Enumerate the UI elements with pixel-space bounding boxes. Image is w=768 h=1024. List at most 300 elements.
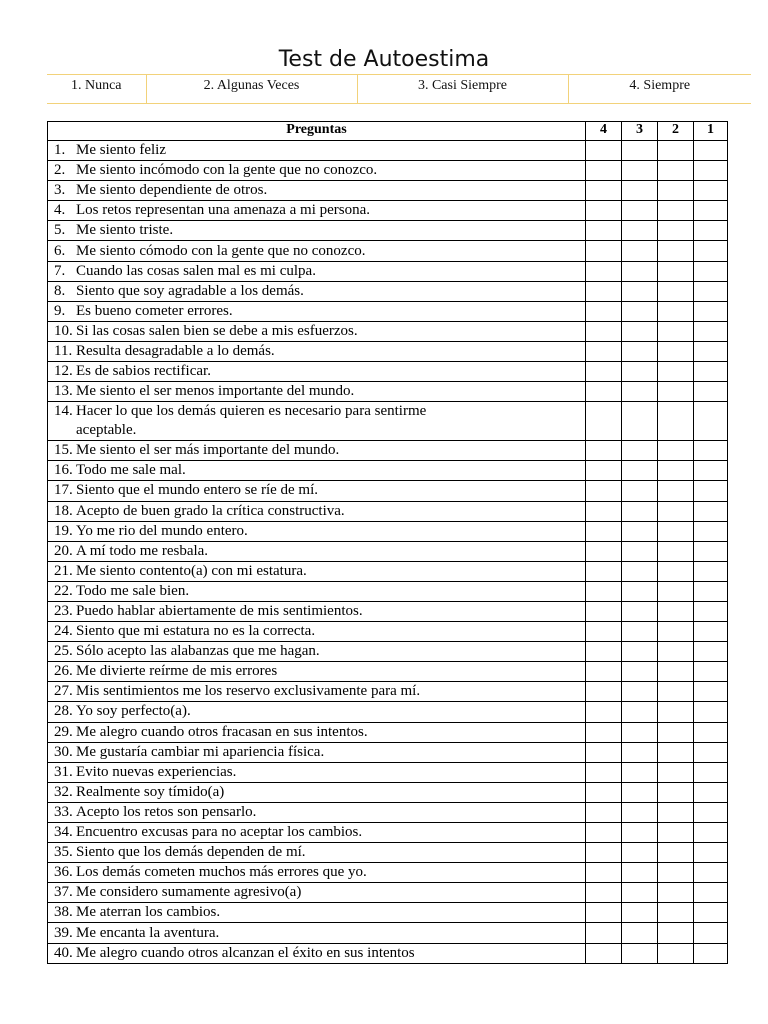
table-row (48, 943, 728, 963)
answer-cell-3[interactable] (622, 823, 658, 843)
question-number: 12. (54, 363, 73, 380)
question-cell (48, 702, 586, 722)
answer-cell-1[interactable] (694, 402, 728, 441)
question-cell (48, 601, 586, 621)
question-text: Cuando las cosas salen mal es mi culpa. (76, 262, 316, 279)
answer-cell-3[interactable] (622, 181, 658, 201)
question-number: 2. (54, 162, 66, 179)
answer-cell-4[interactable] (586, 301, 622, 321)
answer-cell-3[interactable] (622, 843, 658, 863)
question-cell (48, 281, 586, 301)
answer-cell-3[interactable] (622, 481, 658, 501)
question-number: 19. (54, 522, 73, 539)
answer-cell-4[interactable] (586, 722, 622, 742)
question-number: 7. (54, 262, 66, 279)
question-number: 15. (54, 442, 73, 459)
answer-cell-1[interactable] (694, 461, 728, 481)
table-row (48, 561, 728, 581)
table-row (48, 601, 728, 621)
answer-cell-4[interactable] (586, 823, 622, 843)
answer-cell-1[interactable] (694, 581, 728, 601)
question-number: 35. (54, 844, 73, 861)
column-header-2: 2 (658, 122, 694, 141)
question-cell (48, 141, 586, 161)
question-cell (48, 321, 586, 341)
table-row (48, 241, 728, 261)
answer-cell-2[interactable] (658, 843, 694, 863)
table-row (48, 141, 728, 161)
answer-cell-2[interactable] (658, 501, 694, 521)
question-cell (48, 382, 586, 402)
question-number: 36. (54, 864, 73, 881)
question-text: Me siento cómodo con la gente que no conozco. (76, 242, 366, 259)
question-number: 40. (54, 944, 73, 961)
question-number: 20. (54, 542, 73, 559)
answer-cell-4[interactable] (586, 181, 622, 201)
question-text: Me siento feliz (76, 142, 166, 159)
question-cell (48, 561, 586, 581)
question-number: 29. (54, 723, 73, 740)
answer-cell-2[interactable] (658, 141, 694, 161)
question-cell (48, 802, 586, 822)
question-number: 25. (54, 643, 73, 660)
question-text: Es bueno cometer errores. (76, 302, 233, 319)
answer-cell-4[interactable] (586, 281, 622, 301)
question-text: Me considero sumamente agresivo(a) (76, 884, 302, 901)
answer-cell-2[interactable] (658, 301, 694, 321)
question-number: 39. (54, 924, 73, 941)
question-text: Siento que mi estatura no es la correcta. (76, 623, 316, 640)
answer-cell-1[interactable] (694, 782, 728, 802)
question-cell (48, 261, 586, 281)
question-number: 27. (54, 683, 73, 700)
answer-cell-4[interactable] (586, 642, 622, 662)
answer-cell-2[interactable] (658, 161, 694, 181)
question-text: Me alegro cuando otros fracasan en sus intentos. (76, 723, 368, 740)
answer-cell-3[interactable] (622, 642, 658, 662)
scale-option-casi-siempre: 3. Casi Siempre (357, 75, 568, 104)
answer-cell-2[interactable] (658, 782, 694, 802)
table-row (48, 501, 728, 521)
answer-cell-2[interactable] (658, 722, 694, 742)
answer-cell-2[interactable] (658, 601, 694, 621)
answer-cell-3[interactable] (622, 541, 658, 561)
table-row (48, 321, 728, 341)
answer-cell-1[interactable] (694, 943, 728, 963)
question-text: Es de sabios rectificar. (76, 363, 211, 380)
question-text: Siento que soy agradable a los demás. (76, 282, 304, 299)
answer-cell-1[interactable] (694, 441, 728, 461)
answer-cell-3[interactable] (622, 863, 658, 883)
answer-cell-4[interactable] (586, 461, 622, 481)
question-text: Puedo hablar abiertamente de mis sentimientos. (76, 603, 363, 620)
answer-cell-1[interactable] (694, 642, 728, 662)
answer-cell-2[interactable] (658, 762, 694, 782)
table-row (48, 722, 728, 742)
answer-cell-1[interactable] (694, 521, 728, 541)
table-row (48, 181, 728, 201)
answer-cell-4[interactable] (586, 662, 622, 682)
question-text: Yo me rio del mundo entero. (76, 522, 248, 539)
answer-cell-3[interactable] (622, 581, 658, 601)
question-text: Resulta desagradable a lo demás. (76, 342, 275, 359)
question-number: 38. (54, 904, 73, 921)
answer-cell-3[interactable] (622, 402, 658, 441)
questions-table (47, 121, 728, 964)
question-text: Yo soy perfecto(a). (76, 703, 191, 720)
question-text: Me divierte reírme de mis errores (76, 663, 278, 680)
answer-cell-4[interactable] (586, 521, 622, 541)
question-text: Los demás cometen muchos más errores que yo. (76, 864, 367, 881)
answer-cell-4[interactable] (586, 702, 622, 722)
table-row (48, 541, 728, 561)
question-number: 4. (54, 202, 66, 219)
question-number: 13. (54, 383, 73, 400)
table-row (48, 762, 728, 782)
question-cell (48, 301, 586, 321)
question-cell (48, 863, 586, 883)
table-row (48, 903, 728, 923)
answer-cell-3[interactable] (622, 161, 658, 181)
answer-cell-3[interactable] (622, 141, 658, 161)
answer-cell-3[interactable] (622, 601, 658, 621)
answer-cell-1[interactable] (694, 201, 728, 221)
question-cell (48, 501, 586, 521)
answer-cell-1[interactable] (694, 903, 728, 923)
question-number: 22. (54, 582, 73, 599)
answer-cell-2[interactable] (658, 561, 694, 581)
answer-cell-4[interactable] (586, 943, 622, 963)
answer-cell-2[interactable] (658, 341, 694, 361)
answer-cell-4[interactable] (586, 481, 622, 501)
answer-cell-2[interactable] (658, 923, 694, 943)
answer-cell-4[interactable] (586, 883, 622, 903)
question-text: Hacer lo que los demás quieren es necesario para sentirme (76, 403, 427, 420)
answer-cell-3[interactable] (622, 281, 658, 301)
question-number: 24. (54, 623, 73, 640)
answer-cell-3[interactable] (622, 943, 658, 963)
answer-cell-4[interactable] (586, 682, 622, 702)
answer-cell-4[interactable] (586, 561, 622, 581)
answer-cell-1[interactable] (694, 181, 728, 201)
answer-cell-2[interactable] (658, 261, 694, 281)
answer-cell-4[interactable] (586, 362, 622, 382)
answer-cell-4[interactable] (586, 321, 622, 341)
answer-cell-4[interactable] (586, 843, 622, 863)
answer-cell-1[interactable] (694, 161, 728, 181)
table-row (48, 843, 728, 863)
answer-cell-1[interactable] (694, 923, 728, 943)
answer-cell-3[interactable] (622, 722, 658, 742)
answer-cell-2[interactable] (658, 943, 694, 963)
question-text: Me siento incómodo con la gente que no conozco. (76, 162, 378, 179)
question-number: 16. (54, 462, 73, 479)
table-row (48, 682, 728, 702)
answer-cell-3[interactable] (622, 923, 658, 943)
table-row (48, 782, 728, 802)
answer-cell-4[interactable] (586, 541, 622, 561)
answer-cell-2[interactable] (658, 541, 694, 561)
answer-cell-1[interactable] (694, 541, 728, 561)
answer-cell-3[interactable] (622, 241, 658, 261)
answer-cell-1[interactable] (694, 802, 728, 822)
answer-cell-1[interactable] (694, 662, 728, 682)
table-row (48, 281, 728, 301)
question-text: Me gustaría cambiar mi apariencia física. (76, 743, 325, 760)
question-cell (48, 541, 586, 561)
answer-cell-3[interactable] (622, 382, 658, 402)
question-text: Sólo acepto las alabanzas que me hagan. (76, 643, 320, 660)
table-row (48, 883, 728, 903)
answer-cell-1[interactable] (694, 241, 728, 261)
answer-cell-2[interactable] (658, 883, 694, 903)
question-number: 5. (54, 222, 66, 239)
answer-cell-1[interactable] (694, 141, 728, 161)
answer-cell-2[interactable] (658, 481, 694, 501)
table-row (48, 622, 728, 642)
answer-cell-4[interactable] (586, 341, 622, 361)
answer-cell-3[interactable] (622, 201, 658, 221)
answer-cell-3[interactable] (622, 561, 658, 581)
question-text: Me siento el ser más importante del mundo. (76, 442, 340, 459)
answer-cell-2[interactable] (658, 181, 694, 201)
answer-cell-1[interactable] (694, 823, 728, 843)
answer-cell-1[interactable] (694, 301, 728, 321)
answer-cell-4[interactable] (586, 441, 622, 461)
answer-cell-1[interactable] (694, 762, 728, 782)
table-row (48, 481, 728, 501)
question-text: Todo me sale mal. (76, 462, 186, 479)
answer-cell-1[interactable] (694, 863, 728, 883)
answer-cell-4[interactable] (586, 382, 622, 402)
table-row (48, 461, 728, 481)
answer-cell-1[interactable] (694, 622, 728, 642)
answer-cell-2[interactable] (658, 521, 694, 541)
answer-cell-3[interactable] (622, 802, 658, 822)
rating-scale (47, 74, 751, 104)
answer-cell-1[interactable] (694, 362, 728, 382)
answer-cell-1[interactable] (694, 702, 728, 722)
question-number: 30. (54, 743, 73, 760)
answer-cell-3[interactable] (622, 362, 658, 382)
answer-cell-1[interactable] (694, 221, 728, 241)
answer-cell-4[interactable] (586, 742, 622, 762)
answer-cell-4[interactable] (586, 402, 622, 441)
question-text: Me siento dependiente de otros. (76, 182, 268, 199)
question-cell (48, 201, 586, 221)
questions-body (48, 141, 728, 964)
answer-cell-2[interactable] (658, 742, 694, 762)
answer-cell-2[interactable] (658, 642, 694, 662)
answer-cell-1[interactable] (694, 682, 728, 702)
answer-cell-4[interactable] (586, 762, 622, 782)
answer-cell-2[interactable] (658, 321, 694, 341)
answer-cell-1[interactable] (694, 321, 728, 341)
answer-cell-3[interactable] (622, 441, 658, 461)
question-number: 11. (54, 342, 73, 359)
table-row (48, 382, 728, 402)
answer-cell-4[interactable] (586, 802, 622, 822)
question-cell (48, 923, 586, 943)
question-number: 9. (54, 302, 66, 319)
answer-cell-4[interactable] (586, 923, 622, 943)
answer-cell-2[interactable] (658, 622, 694, 642)
question-text: Si las cosas salen bien se debe a mis esfuerzos. (76, 322, 358, 339)
answer-cell-3[interactable] (622, 662, 658, 682)
answer-cell-1[interactable] (694, 481, 728, 501)
answer-cell-4[interactable] (586, 261, 622, 281)
question-text: Siento que los demás dependen de mí. (76, 844, 306, 861)
answer-cell-4[interactable] (586, 782, 622, 802)
answer-cell-2[interactable] (658, 201, 694, 221)
question-cell (48, 722, 586, 742)
answer-cell-3[interactable] (622, 501, 658, 521)
answer-cell-1[interactable] (694, 382, 728, 402)
table-row (48, 362, 728, 382)
table-row (48, 261, 728, 281)
question-cell (48, 682, 586, 702)
question-cell (48, 221, 586, 241)
answer-cell-4[interactable] (586, 903, 622, 923)
question-number: 14. (54, 403, 73, 420)
question-number: 37. (54, 884, 73, 901)
question-text: A mí todo me resbala. (76, 542, 209, 559)
question-text: Mis sentimientos me los reservo exclusivamente para mí. (76, 683, 421, 700)
answer-cell-1[interactable] (694, 261, 728, 281)
answer-cell-3[interactable] (622, 782, 658, 802)
answer-cell-1[interactable] (694, 561, 728, 581)
question-text: Encuentro excusas para no aceptar los cambios. (76, 824, 363, 841)
question-text: Me siento el ser menos importante del mundo. (76, 383, 355, 400)
answer-cell-1[interactable] (694, 883, 728, 903)
question-number: 31. (54, 763, 73, 780)
answer-cell-3[interactable] (622, 883, 658, 903)
question-text-continued: aceptable. (76, 422, 137, 439)
column-header-preguntas: Preguntas (48, 122, 586, 141)
answer-cell-2[interactable] (658, 702, 694, 722)
answer-cell-3[interactable] (622, 762, 658, 782)
answer-cell-4[interactable] (586, 161, 622, 181)
question-cell (48, 441, 586, 461)
question-cell (48, 362, 586, 382)
answer-cell-3[interactable] (622, 461, 658, 481)
question-number: 6. (54, 242, 66, 259)
answer-cell-4[interactable] (586, 622, 622, 642)
answer-cell-2[interactable] (658, 402, 694, 441)
answer-cell-2[interactable] (658, 823, 694, 843)
table-row (48, 581, 728, 601)
answer-cell-3[interactable] (622, 903, 658, 923)
answer-cell-2[interactable] (658, 802, 694, 822)
answer-cell-2[interactable] (658, 281, 694, 301)
answer-cell-4[interactable] (586, 141, 622, 161)
answer-cell-1[interactable] (694, 601, 728, 621)
question-cell (48, 742, 586, 762)
question-cell (48, 883, 586, 903)
answer-cell-3[interactable] (622, 702, 658, 722)
answer-cell-4[interactable] (586, 581, 622, 601)
answer-cell-2[interactable] (658, 682, 694, 702)
answer-cell-4[interactable] (586, 241, 622, 261)
answer-cell-3[interactable] (622, 341, 658, 361)
answer-cell-4[interactable] (586, 221, 622, 241)
question-cell (48, 241, 586, 261)
answer-cell-3[interactable] (622, 321, 658, 341)
table-row (48, 161, 728, 181)
answer-cell-2[interactable] (658, 221, 694, 241)
answer-cell-2[interactable] (658, 461, 694, 481)
page-title: Test de Autoestima (278, 47, 490, 72)
answer-cell-4[interactable] (586, 601, 622, 621)
question-text: Los retos representan una amenaza a mi persona. (76, 202, 371, 219)
question-cell (48, 161, 586, 181)
answer-cell-1[interactable] (694, 843, 728, 863)
scale-option-algunas-veces: 2. Algunas Veces (146, 75, 357, 104)
answer-cell-2[interactable] (658, 441, 694, 461)
table-row (48, 742, 728, 762)
question-text: Me alegro cuando otros alcanzan el éxito en sus intentos (76, 944, 415, 961)
question-number: 10. (54, 322, 73, 339)
answer-cell-2[interactable] (658, 241, 694, 261)
answer-cell-1[interactable] (694, 742, 728, 762)
question-number: 3. (54, 182, 66, 199)
question-number: 18. (54, 502, 73, 519)
answer-cell-1[interactable] (694, 501, 728, 521)
question-text: Me encanta la aventura. (76, 924, 220, 941)
column-header-4: 4 (586, 122, 622, 141)
answer-cell-2[interactable] (658, 581, 694, 601)
question-number: 23. (54, 603, 73, 620)
answer-cell-1[interactable] (694, 722, 728, 742)
answer-cell-2[interactable] (658, 903, 694, 923)
table-row (48, 521, 728, 541)
table-row (48, 802, 728, 822)
answer-cell-1[interactable] (694, 341, 728, 361)
table-row (48, 402, 728, 441)
question-number: 28. (54, 703, 73, 720)
question-number: 26. (54, 663, 73, 680)
question-text: Evito nuevas experiencias. (76, 763, 237, 780)
answer-cell-4[interactable] (586, 863, 622, 883)
question-cell (48, 622, 586, 642)
answer-cell-2[interactable] (658, 362, 694, 382)
table-row (48, 702, 728, 722)
question-cell (48, 341, 586, 361)
question-text: Realmente soy tímido(a) (76, 783, 225, 800)
answer-cell-1[interactable] (694, 281, 728, 301)
table-row (48, 662, 728, 682)
answer-cell-3[interactable] (622, 742, 658, 762)
answer-cell-2[interactable] (658, 382, 694, 402)
scale-option-siempre: 4. Siempre (568, 75, 751, 104)
answer-cell-4[interactable] (586, 201, 622, 221)
answer-cell-4[interactable] (586, 501, 622, 521)
answer-cell-3[interactable] (622, 261, 658, 281)
answer-cell-2[interactable] (658, 662, 694, 682)
table-row (48, 863, 728, 883)
table-row (48, 341, 728, 361)
question-number: 34. (54, 824, 73, 841)
answer-cell-3[interactable] (622, 221, 658, 241)
question-cell (48, 521, 586, 541)
answer-cell-3[interactable] (622, 622, 658, 642)
answer-cell-3[interactable] (622, 301, 658, 321)
answer-cell-2[interactable] (658, 863, 694, 883)
column-header-1: 1 (694, 122, 728, 141)
question-text: Todo me sale bien. (76, 582, 190, 599)
answer-cell-3[interactable] (622, 521, 658, 541)
answer-cell-3[interactable] (622, 682, 658, 702)
